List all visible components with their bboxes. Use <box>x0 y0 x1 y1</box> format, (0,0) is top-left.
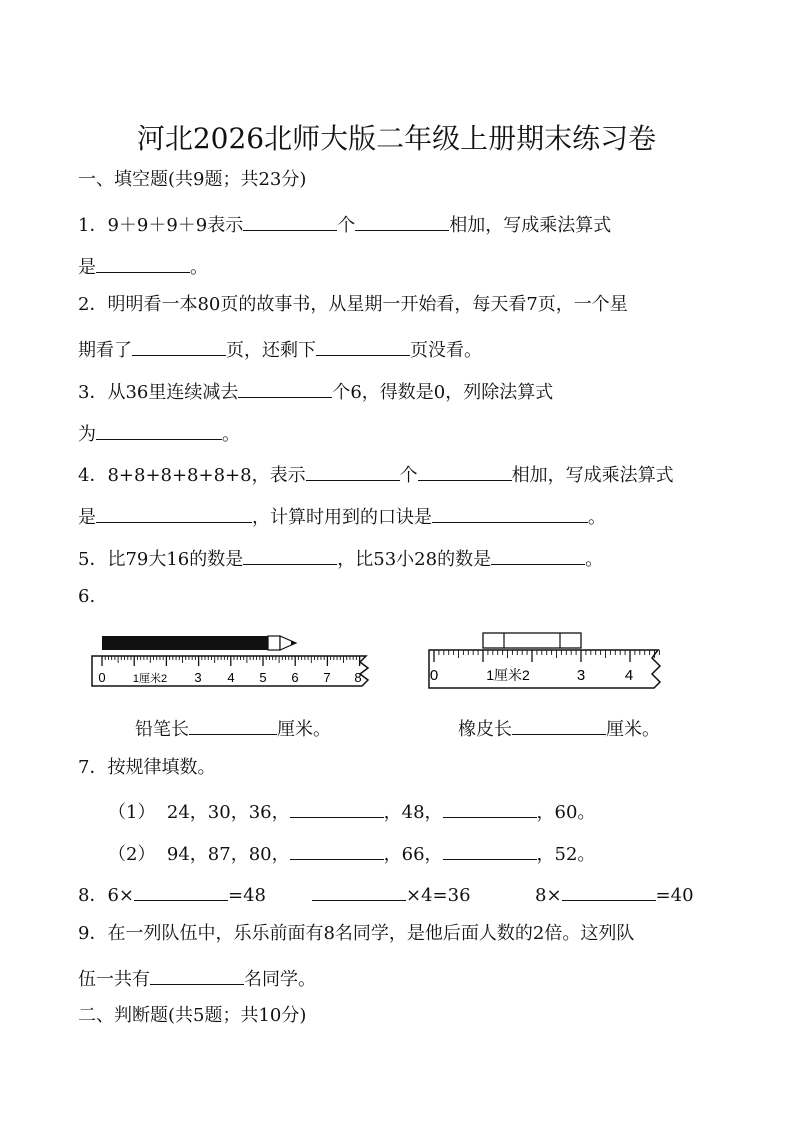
question-text: 伍一共有 <box>78 969 150 990</box>
ruler-number: 7 <box>323 670 331 685</box>
question-text: 8× <box>535 885 562 906</box>
ruler-number: 4 <box>227 670 235 685</box>
ruler-number: 5 <box>259 670 267 685</box>
answer-blank[interactable] <box>96 502 252 523</box>
ruler-number: 4 <box>624 667 634 684</box>
question-text: 是 <box>78 257 96 278</box>
ruler-number: 0 <box>98 670 106 685</box>
answer-blank[interactable] <box>491 544 585 565</box>
question-text: 相加，写成乘法算式 <box>449 215 612 236</box>
ruler-number: 1厘米2 <box>486 667 530 683</box>
question-5 <box>78 544 603 572</box>
question-text: 。 <box>222 424 240 445</box>
question-text: 为 <box>78 424 96 445</box>
pencil-length-question <box>135 714 331 742</box>
answer-blank[interactable] <box>96 252 190 273</box>
question-text: ，66， <box>383 844 443 865</box>
answer-blank[interactable] <box>355 210 449 231</box>
question-text: （2） <box>108 844 156 865</box>
question-7-part-2 <box>108 839 595 867</box>
page-title: 河北2026北师大版二年级上册期末练习卷 <box>136 122 657 155</box>
question-text: 24，30，36， <box>166 802 290 823</box>
answer-blank[interactable] <box>290 797 384 818</box>
question-text: ，比53小28的数是 <box>337 549 492 570</box>
question-text: 3．从36里连续减去 <box>78 382 239 403</box>
answer-blank[interactable] <box>150 964 244 985</box>
answer-blank[interactable] <box>312 880 406 901</box>
question-4-line-1 <box>78 460 674 488</box>
question-7-part-1 <box>108 797 595 825</box>
eraser-length-question <box>458 714 660 742</box>
ruler-number: 0 <box>429 667 439 684</box>
answer-blank[interactable] <box>96 419 222 440</box>
answer-blank[interactable] <box>243 544 337 565</box>
answer-blank[interactable] <box>443 839 537 860</box>
answer-blank[interactable] <box>132 335 226 356</box>
question-text: （1） <box>108 802 156 823</box>
question-text: ，计算时用到的口诀是 <box>252 507 432 528</box>
question-text: 。 <box>190 257 208 278</box>
question-8-part-1 <box>78 880 266 908</box>
ruler-number: 6 <box>291 670 299 685</box>
answer-blank[interactable] <box>306 460 400 481</box>
answer-blank[interactable] <box>189 714 277 735</box>
question-text: 个6，得数是0，列除法算式 <box>332 382 554 403</box>
question-text: 页，还剩下 <box>226 340 316 361</box>
answer-blank[interactable] <box>290 839 384 860</box>
question-8-part-2 <box>312 880 471 908</box>
question-4-line-2 <box>78 502 606 530</box>
question-1-line-1 <box>78 210 611 238</box>
question-1-line-2 <box>78 252 208 280</box>
ruler-number: 3 <box>576 667 586 684</box>
question-6-number: 6. <box>78 586 96 607</box>
question-text: ，60。 <box>536 802 596 823</box>
question-text: 8．6× <box>78 885 134 906</box>
question-text: =40 <box>655 885 694 906</box>
question-text: ，52。 <box>536 844 596 865</box>
question-text: 是 <box>78 507 96 528</box>
answer-blank[interactable] <box>238 377 332 398</box>
answer-blank[interactable] <box>134 880 228 901</box>
question-text: 页没看。 <box>410 340 482 361</box>
question-text: 个 <box>337 215 356 236</box>
question-text: 相加，写成乘法算式 <box>511 465 674 486</box>
question-8-part-3 <box>535 880 694 908</box>
question-9-line-2 <box>78 964 316 992</box>
answer-blank[interactable] <box>562 880 656 901</box>
question-text: 铅笔长 <box>135 719 189 740</box>
answer-blank[interactable] <box>316 335 410 356</box>
answer-blank[interactable] <box>243 210 337 231</box>
ruler-number: 1厘米2 <box>132 673 168 685</box>
pencil-ruler-figure <box>90 630 374 692</box>
question-3-line-1 <box>78 377 553 405</box>
question-text: 期看了 <box>78 340 132 361</box>
question-text: 4．8+8+8+8+8+8，表示 <box>78 465 306 486</box>
question-text: 个 <box>399 465 418 486</box>
section-heading-true-false: 二、判断题(共5题；共10分) <box>78 1005 307 1026</box>
question-9-line-1: 9．在一列队伍中，乐乐前面有8名同学，是他后面人数的2倍。这列队 <box>78 923 635 944</box>
question-text: 名同学。 <box>244 969 316 990</box>
pencil-icon <box>102 636 296 650</box>
question-text: 厘米。 <box>277 719 331 740</box>
question-text: 94，87，80， <box>166 844 290 865</box>
answer-blank[interactable] <box>418 460 512 481</box>
question-3-line-2 <box>78 419 240 447</box>
question-2-line-2 <box>78 335 482 363</box>
ruler-number: 3 <box>194 670 202 685</box>
question-text: 厘米。 <box>606 719 660 740</box>
answer-blank[interactable] <box>432 502 588 523</box>
question-text: ，48， <box>383 802 443 823</box>
section-heading-fill-blank: 一、填空题(共9题；共23分) <box>78 169 307 190</box>
question-7-heading: 7．按规律填数。 <box>78 757 216 778</box>
eraser-ruler-figure <box>426 630 668 692</box>
question-text: ×4=36 <box>406 885 471 906</box>
question-text: 。 <box>588 507 606 528</box>
question-text: 橡皮长 <box>458 719 512 740</box>
question-2-line-1: 2．明明看一本80页的故事书，从星期一开始看，每天看7页，一个星 <box>78 294 628 315</box>
question-text: 5．比79大16的数是 <box>78 549 244 570</box>
answer-blank[interactable] <box>443 797 537 818</box>
question-text: 1．9＋9＋9＋9表示 <box>78 215 244 236</box>
question-text: 。 <box>585 549 604 570</box>
ruler-number: 8 <box>354 670 362 685</box>
question-text: =48 <box>228 885 266 906</box>
answer-blank[interactable] <box>512 714 606 735</box>
eraser-icon <box>483 633 581 648</box>
